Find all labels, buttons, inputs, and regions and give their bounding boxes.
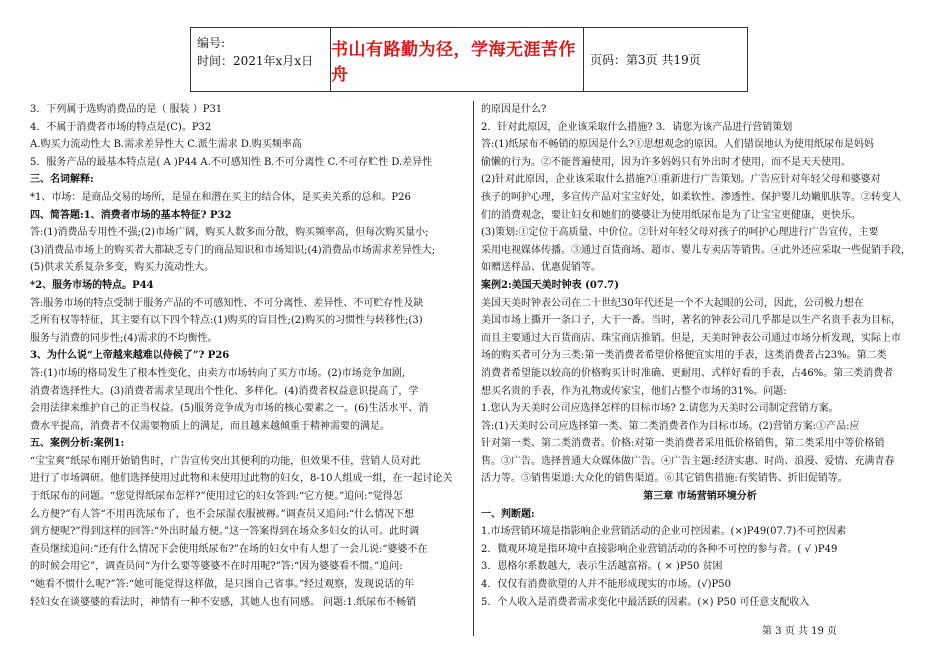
- text-line: (3)消费品市场上的购买者大都缺乏专门的商品知识和市场知识;(4)消费品市场需求差异性大;: [30, 244, 436, 256]
- text-line: (2)针对此原因，企业该采取什么措施?①重新进行广告策划。广告应针对年轻父母和婆婆对: [481, 174, 881, 186]
- page-footer: 第 3 页 共 19 页: [762, 626, 837, 637]
- text-line: 1.市场营销环境是指影响企业营销活动的企业可控因素。(×)P49(07.7)不可控因素: [481, 526, 847, 538]
- text-line: 服务与消费的同步性;(4)需求的不均衡性。: [30, 332, 218, 344]
- text-line: 场的购买者可分为三类:第一类消费者希望价格便宜实用的手表，这类消费者占23%。第二类: [481, 350, 887, 362]
- text-line: 答:(1)天美时公司应选择第一类、第二类消费者作为目标市场。(2)营销方案:①产品:应: [481, 420, 860, 432]
- header-number-label: 编号:: [197, 36, 226, 50]
- text-line: 偷懒的行为。②不能普遍使用，因为许多妈妈只有外出时才使用，而不是天天使用。: [481, 156, 851, 168]
- text-line: 消费者希望能以较高的价格购买计时准确、更耐用、式样好看的手表，占46%。第三类消费者: [481, 367, 894, 379]
- text-line: 2．微观环境是指环境中直接影响企业营销活动的各种不可控的参与者。( √ )P49: [481, 543, 838, 555]
- section-heading: 一、判断题:: [481, 508, 535, 520]
- header-page-info: 页码：第3页 共19页: [590, 53, 701, 67]
- text-line: 们的消费观念，要让妇女和她们的婆婆让为使用纸尿布是为了让宝宝更健康，更快乐。: [481, 209, 861, 221]
- text-line: “她看不惯什么呢?”答:“她可能觉得这样做，是只图自己省事。”经过观察，发现说话的年: [30, 579, 415, 591]
- text-line: 到方便呢?”得到这样的回答:“外出时最方便。”这一答案得到在场众多妇女的认可。此时调: [30, 526, 420, 538]
- text-line: *1、市场：是商品交易的场所，是显在和潜在买主的结合体，是买卖关系的总和。P26: [30, 191, 411, 203]
- text-line: 答:(1)纸尿布不畅销的原因是什么?①思想观念的原因。人们错误地认为使用纸尿布是妈妈: [481, 139, 874, 151]
- text-line: 采用电视媒体传播。③通过百货商场、超市、婴儿专卖店等销售。④此外还应采取一些促销手段，: [481, 244, 911, 256]
- header-motto: 书山有路勤为径，学海无涯苦作舟: [331, 28, 584, 91]
- text-line: 于纸尿布的问题。“您觉得纸尿布怎样?”使用过它的妇女答到:“它方便。”追问:“觉得怎: [30, 491, 403, 503]
- text-line: (5)供求关系复杂多变，购买力流动性大。: [30, 262, 215, 274]
- section-heading: 四、简答题:1、消费者市场的基本特征? P32: [30, 209, 232, 221]
- chapter-title: 第三章 市场营销环境分析: [643, 491, 757, 503]
- text-line: 针对第一类、第二类消费者。价格:对第一类消费者采用低价格销售，第二类采用中等价格销: [481, 438, 885, 450]
- text-line: 美国天美时钟表公司在二十世纪30年代还是一个不大起眼的公司，因此，公司极力想在: [481, 297, 864, 309]
- text-line: 5．个人收入是消费者需求变化中最活跃的因素。(×) P50 可任意支配收入: [481, 596, 810, 608]
- text-line: 消费者选择性大。(3)消费者需求呈现出个性化、多样化。(4)消费者权益意识提高了，学: [30, 385, 419, 397]
- text-line: 的时候会用它”，调查员问“为什么要等婆婆不在时用呢?”答:“因为婆婆看不惯。”追问:: [30, 561, 403, 573]
- text-line: 3．恩格尔系数越大，表示生活越富裕。( × )P50 贫困: [481, 561, 723, 573]
- text-line: 么方便?”有人答“不用再洗尿布了，也不会尿湿衣服被褥。”调查员又追问:“什么情况下想: [30, 508, 415, 520]
- header-time: 时间：2021年x月x日: [197, 54, 314, 68]
- text-line: 答:服务市场的特点受制于服务产品的不可感知性、不可分离性、差异性、不可贮存性及缺: [30, 297, 424, 309]
- text-line: 1.您认为天美时公司应选择怎样的目标市场? 2.请您为天美时公司制定营销方案。: [481, 403, 839, 415]
- text-line: 进行了市场调研。他们选择使用过此物和未使用过此物的妇女，8-10人组成一组，在一起讨论关: [30, 473, 453, 485]
- text-line: 乏所有权等特征，其主要有以下四个特点:(1)购买的盲目性;(2)购买的习惯性与转移性;(3): [30, 315, 423, 327]
- case-heading: 案例2:美国天美时钟表 (07.7): [481, 279, 619, 291]
- text-line: (3)策划:①定位于高质量、中价位。②针对年轻父母对孩子的呵护心理进行广告宣传，主要: [481, 227, 879, 239]
- section-heading: 3、为什么说“上帝越来越难以侍候了”? P26: [30, 350, 230, 362]
- right-column: [481, 101, 919, 611]
- text-line: 轻妇女在谈婆婆的看法时，神情有一种不安感，其她人也有同感。 问题:1.纸尿布不畅销: [30, 596, 417, 608]
- section-heading: 三、名词解释:: [30, 174, 94, 186]
- text-line: 的原因是什么?: [481, 104, 547, 115]
- text-line: “宝宝爽”纸尿布刚开始销售时，广告宣传突出其便利的功能，但效果不佳，营销人员对此: [30, 455, 421, 467]
- page-header: [190, 27, 748, 92]
- text-line: 售。③广告。选择普通大众媒体做广告。④广告主题:经济实惠、时尚、浪漫、爱情、充满青春: [481, 455, 895, 467]
- header-meta: [191, 28, 331, 91]
- text-line: 5．服务产品的最基本特点是( A )P44 A.不可感知性 B.不可分离性 C.不可存贮性 D.差异性: [30, 156, 433, 168]
- left-column: [30, 101, 468, 611]
- text-line: 会用法律来维护自己的正当权益。(5)服务竞争成为市场的核心要素之一。(6)生活水平、消: [30, 403, 429, 415]
- text-line: 如赠送样品、优惠促销等。: [481, 262, 601, 274]
- text-line: 孩子的呵护心理，多宣传产品对宝宝好处，如柔软性、渗透性、保护婴儿幼嫩肌肤等。②转变人: [481, 191, 901, 203]
- text-line: 而且主要通过大百货商店、珠宝商店推销。但是，天美时钟表公司通过市场分析发现，实际上市: [481, 332, 901, 344]
- text-line: 费水平提高，消费者不仅需要物质上的满足，而且越来越倾重于精神需要的满足。: [30, 420, 390, 432]
- text-line: 4．仅仅有消费欲望的人并不能形成现实的市场。(√)P50: [481, 579, 731, 591]
- text-line: 4．不属于消费者市场的特点是(C)。P32: [30, 121, 212, 133]
- text-line: 3．下列属于选购消费品的是（ 服装 ）P31: [30, 104, 223, 115]
- section-heading: 五、案例分析:案例1:: [30, 438, 125, 450]
- column-divider: [473, 101, 474, 636]
- text-line: 想买名贵的手表，作为礼物或传家宝，他们占整个市场的31%。问题:: [481, 385, 787, 397]
- text-line: 答:(1)市场的格局发生了根本性变化，由卖方市场转向了买方市场。(2)市场竞争加剧,: [30, 367, 405, 379]
- text-line: A.购买力流动性大 B.需求差异性大 C.派生需求 D.购买频率高: [30, 139, 302, 151]
- text-line: 美国市场上撕开一条口子，大干一番。当时，著名的钟表公司几乎都是以生产名贵手表为目标，: [481, 315, 901, 327]
- text-line: 答:(1)消费品专用性不强;(2)市场广阔，购买人数多而分散，购买频率高，但每次购买量小;: [30, 227, 429, 239]
- text-line: 2．针对此原因，企业该采取什么措施? 3．请您为该产品进行营销策划: [481, 121, 793, 133]
- text-line: 活力等。⑤销售渠道:大众化的销售渠道。⑥其它销售措施:有奖销售、折旧促销等。: [481, 473, 848, 485]
- text-line: 查员继续追问:“还有什么情况下会使用纸尿布?”在场的妇女中有人想了一会儿说:“婆婆不在: [30, 543, 428, 555]
- section-heading: *2、服务市场的特点。P44: [30, 279, 154, 291]
